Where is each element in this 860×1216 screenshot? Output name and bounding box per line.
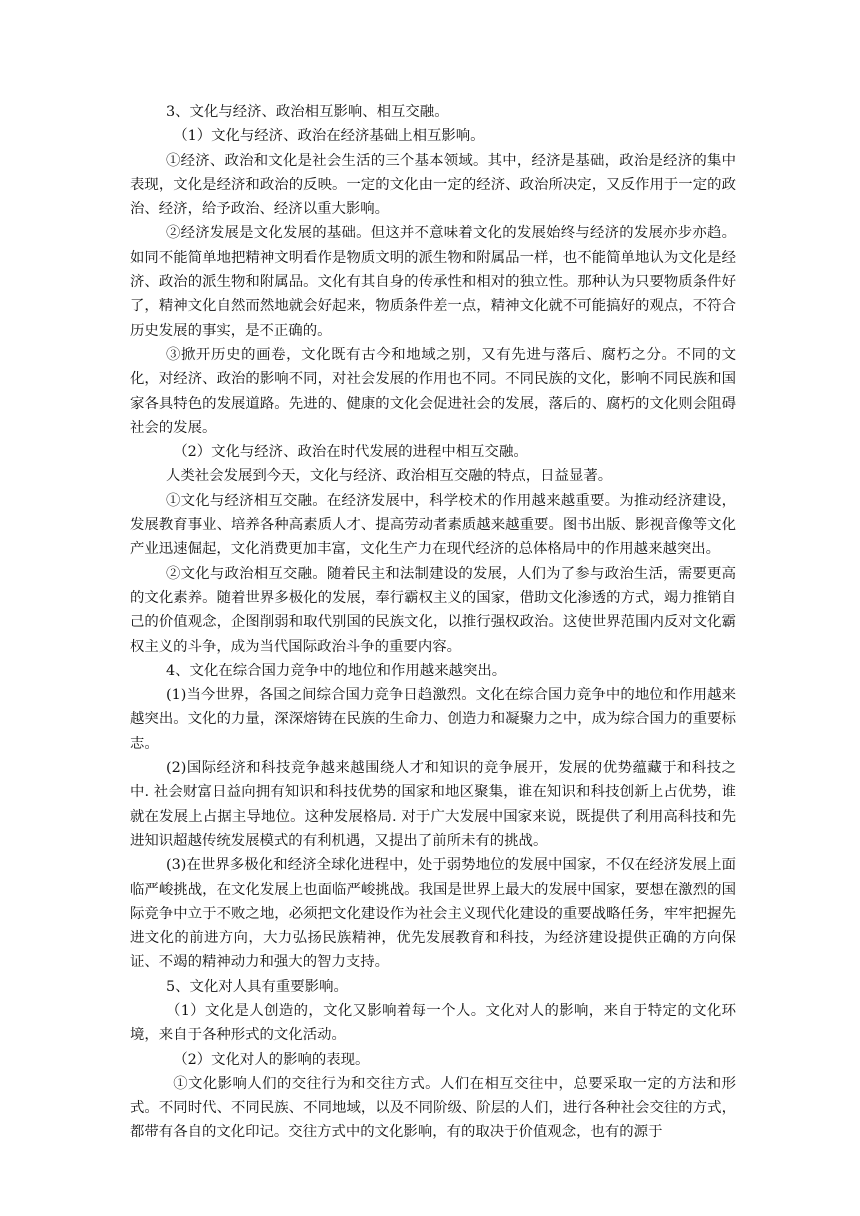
heading-3: 3、文化与经济、政治相互影响、相互交融。 xyxy=(166,104,449,120)
subheading-3-1: （1）文化与经济、政治在经济基础上相互影响。 xyxy=(173,128,485,145)
subheading-5-2: （2）文化对人的影响的表现。 xyxy=(173,1051,370,1068)
paragraph: ③掀开历史的画卷，文化既有古今和地域之别，又有先进与落后、腐朽之分。不同的文化，对经济、政治的影响不同，对社会发展的作用也不同。不同民族的文化，影响不同民族和国家各具特色的发展道路。先进的、健康的文化会促进社会的发展，落后的、腐朽的文化则会阻碍社会的发展。 xyxy=(130,346,736,436)
heading-5: 5、文化对人具有重要影响。 xyxy=(166,978,348,995)
heading-4: 4、文化在综合国力竞争中的地位和作用越来越突出。 xyxy=(166,662,507,679)
paragraph: (2)国际经济和科技竞争越来越围绕人才和知识的竞争展开，发展的优势蕴藏于和科技之中. 社会财富日益向拥有知识和科技优势的国家和地区聚集，谁在知识和科技创新上占优势，谁就在发展上占据主导地位。这种发展格局. 对于广大发展中国家来说，既提供了利用高科技和先进知识超越传统发展模式的有利机遇，又提出了前所未有的挑战。 xyxy=(130,760,736,849)
paragraph: (3)在世界多极化和经济全球化进程中，处于弱势地位的发展中国家，不仅在经济发展上面临严峻挑战，在文化发展上也面临严峻挑战。我国是世界上最大的发展中国家，要想在激烈的国际竞争中立于不败之地，必须把文化建设作为社会主义现代化建设的重要战略任务，牢牢把握先进文化的前进方向，大力弘扬民族精神，优先发展教育和科技，为经济建设提供正确的方向保证、不竭的精神动力和强大的智力支持。 xyxy=(130,857,736,971)
paragraph: 人类社会发展到今天，文化与经济、政治相互交融的特点，日益显著。 xyxy=(166,468,613,485)
paragraph: （1）文化是人创造的，文化又影响着每一个人。文化对人的影响，来自于特定的文化环境，来自于各种形式的文化活动。 xyxy=(130,1002,736,1044)
document-body xyxy=(130,100,736,1145)
paragraph: (1)当今世界，各国之间综合国力竞争日趋激烈。文化在综合国力竞争中的地位和作用越来越突出。文化的力量，深深熔铸在民族的生命力、创造力和凝聚力之中，成为综合国力的重要标志。 xyxy=(130,687,736,752)
paragraph: ①文化与经济相互交融。在经济发展中，科学校术的作用越来越重要。为推动经济建设，发展教育事业、培养各种高素质人才、提高劳动者素质越来越重要。图书出版、影视音像等文化产业迅速倔起，文化消费更加丰富，文化生产力在现代经济的总体格局中的作用越来越突出。 xyxy=(130,492,736,558)
paragraph: ②文化与政治相互交融。随着民主和法制建设的发展，人们为了参与政治生活，需要更高的文化素养。随着世界多极化的发展，奉行霸权主义的国家，借助文化渗透的方式，竭力推销自己的价值观念，企图削弱和取代别国的民族文化，以推行强权政治。这使世界范围内反对文化霸权主义的斗争，成为当代国际政治斗争的重要内容。 xyxy=(130,565,736,655)
paragraph: ②经济发展是文化发展的基础。但这并不意味着文化的发展始终与经济的发展亦步亦趋。如同不能简单地把精神文明看作是物质文明的派生物和附属品一样，也不能简单地认为文化是经济、政治的派生物和附属品。文化有其自身的传承性和相对的独立性。那种认为只要物质条件好了，精神文化自然而然地就会好起来，物质条件差一点，精神文化就不可能搞好的观点，不符合历史发展的事实，是不正确的。 xyxy=(130,225,736,339)
paragraph: ①文化影响人们的交往行为和交往方式。人们在相互交往中，总要采取一定的方法和形式。不同时代、不同民族、不同地域，以及不同阶级、阶层的人们，进行各种社会交往的方式，都带有各自的文化印记。交往方式中的文化影响，有的取决于价值观念，也有的源于 xyxy=(130,1075,736,1141)
paragraph: ①经济、政治和文化是社会生活的三个基本领域。其中，经济是基础，政治是经济的集中表现，文化是经济和政治的反映。一定的文化由一定的经济、政治所决定，又反作用于一定的政治、经济，给予政治、经济以重大影响。 xyxy=(130,152,736,218)
subheading-3-2: （2）文化与经济、政治在时代发展的进程中相互交融。 xyxy=(173,444,528,461)
